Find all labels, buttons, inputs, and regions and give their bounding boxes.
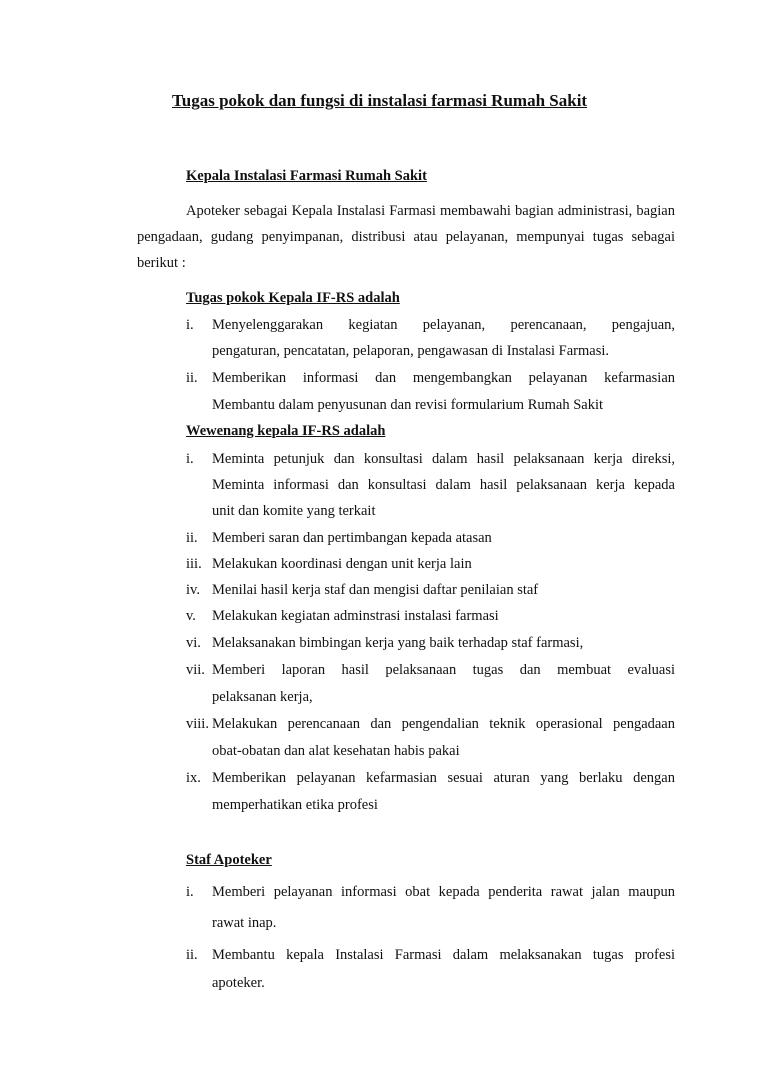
list-item-line: pelaksanan kerja, xyxy=(212,689,313,705)
list-item-line: memperhatikan etika profesi xyxy=(212,797,378,813)
list-number: i. xyxy=(186,317,194,333)
list-number: ix. xyxy=(186,770,201,786)
section-heading-kepala: Kepala Instalasi Farmasi Rumah Sakit xyxy=(186,168,427,184)
section-heading-tugas: Tugas pokok Kepala IF-RS adalah xyxy=(186,290,400,306)
list-item-line: Membantu kepala Instalasi Farmasi dalam melaksanakan tugas profesi xyxy=(212,947,675,963)
list-number: viii. xyxy=(186,716,209,732)
list-item-line: Melakukan perencanaan dan pengendalian teknik operasional pengadaan xyxy=(212,716,675,732)
list-item-line: rawat inap. xyxy=(212,915,277,931)
list-number: iii. xyxy=(186,556,202,572)
list-number: ii. xyxy=(186,947,198,963)
list-item-line: Membantu dalam penyusunan dan revisi formularium Rumah Sakit xyxy=(212,397,604,413)
list-number: ii. xyxy=(186,530,198,546)
list-item-line: Memberikan informasi dan mengembangkan pelayanan kefarmasian xyxy=(212,370,675,386)
list-item-line: Memberi pelayanan informasi obat kepada penderita rawat jalan maupun xyxy=(212,884,675,900)
list-item-line: pengaturan, pencatatan, pelaporan, pengawasan di Instalasi Farmasi. xyxy=(212,343,609,359)
list-item-line: Meminta petunjuk dan konsultasi dalam hasil pelaksanaan kerja direksi, xyxy=(212,451,675,467)
page-title: Tugas pokok dan fungsi di instalasi farmasi Rumah Sakit xyxy=(172,91,588,110)
list-item-line: obat-obatan dan alat kesehatan habis pakai xyxy=(212,743,460,759)
list-item-line: unit dan komite yang terkait xyxy=(212,503,376,519)
kepala-paragraph xyxy=(137,198,675,276)
list-item-line: Memberi laporan hasil pelaksanaan tugas dan membuat evaluasi xyxy=(212,662,675,678)
list-item-line: Memberi saran dan pertimbangan kepada atasan xyxy=(212,530,492,546)
list-number: vii. xyxy=(186,662,205,678)
list-number: vi. xyxy=(186,635,201,651)
list-item-line: Menilai hasil kerja staf dan mengisi daftar penilaian staf xyxy=(212,582,539,598)
list-item-line: Melakukan kegiatan adminstrasi instalasi farmasi xyxy=(212,608,499,624)
section-heading-wewenang: Wewenang kepala IF-RS adalah xyxy=(186,423,386,439)
list-number: i. xyxy=(186,451,194,467)
list-number: iv. xyxy=(186,582,200,598)
kepala-paragraph-text: Apoteker sebagai Kepala Instalasi Farmasi membawahi bagian administrasi, bagian pengadaan, gudang penyimpanan, distribusi atau pelayanan, mempunyai tugas sebagai berikut : xyxy=(137,203,675,271)
list-number: i. xyxy=(186,884,194,900)
list-item-line: Meminta informasi dan konsultasi dalam hasil pelaksanaan kerja kepada xyxy=(212,477,675,493)
section-heading-staf: Staf Apoteker xyxy=(186,852,272,868)
list-number: v. xyxy=(186,608,196,624)
list-item-line: Melaksanakan bimbingan kerja yang baik terhadap staf farmasi, xyxy=(212,635,584,651)
list-item-line: Memberikan pelayanan kefarmasian sesuai aturan yang berlaku dengan xyxy=(212,770,675,786)
list-item-line: Menyelenggarakan kegiatan pelayanan, perencanaan, pengajuan, xyxy=(212,317,675,333)
list-item-line: Melakukan koordinasi dengan unit kerja lain xyxy=(212,556,472,572)
list-number: ii. xyxy=(186,370,198,386)
list-item-line: apoteker. xyxy=(212,975,265,991)
